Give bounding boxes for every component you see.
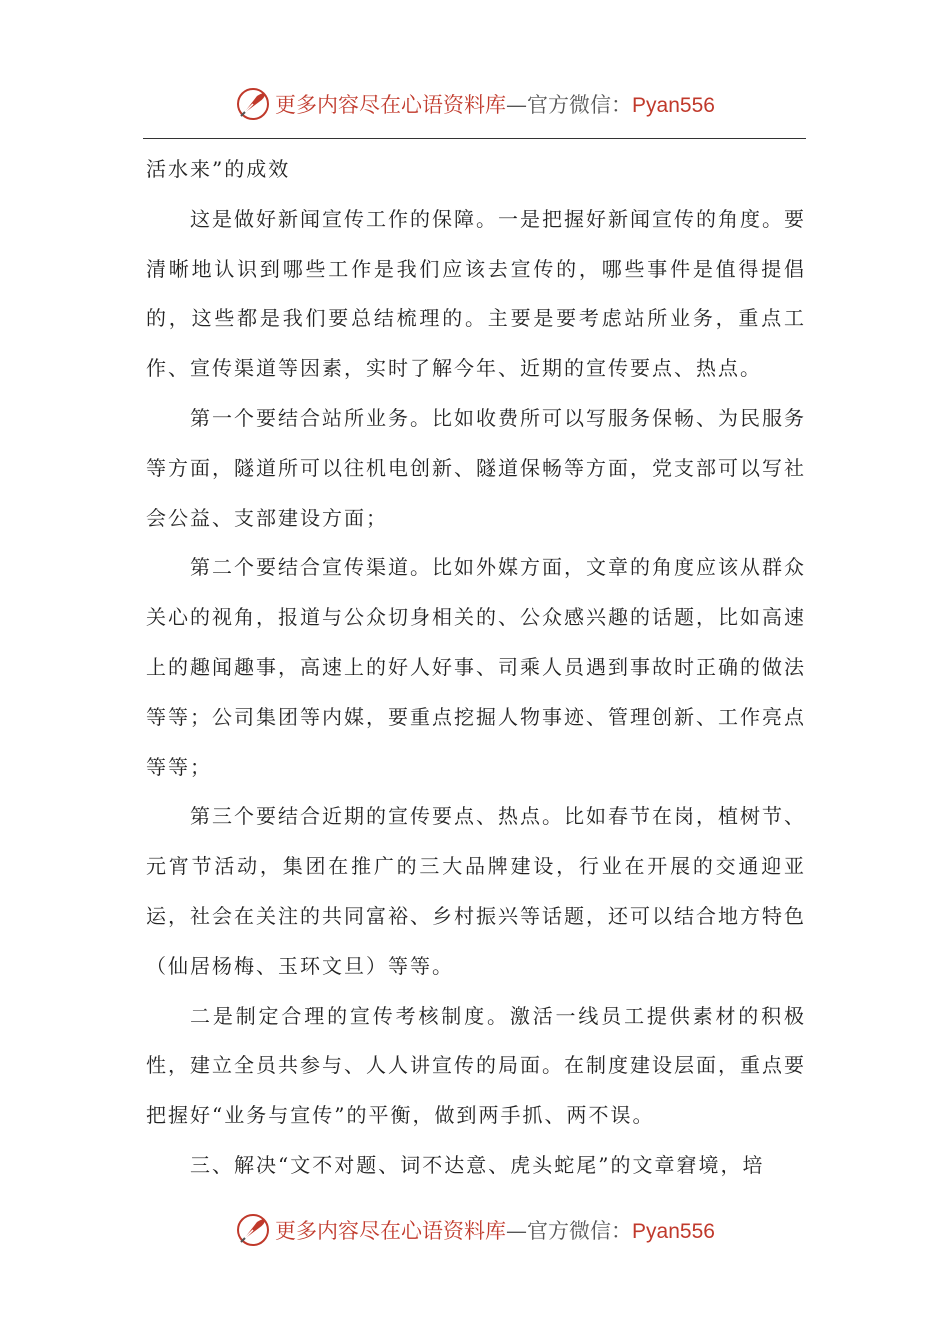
header-separator: — (506, 93, 528, 117)
header-text (275, 89, 715, 119)
header-wechat-id: Pyan556 (632, 94, 715, 117)
paragraph: 第二个要结合宣传渠道。比如外媒方面，文章的角度应该从群众关心的视角，报道与公众切身相关的、公众感兴趣的话题，比如高速上的趣闻趣事，高速上的好人好事、司乘人员遇到事故时正确的做法等等；公司集团等内媒，要重点挖掘人物事迹、管理创新、工作亮点等等； (146, 555, 806, 779)
paragraph: 二是制定合理的宣传考核制度。激活一线员工提供素材的积极性，建立全员共参与、人人讲宣传的局面。在制度建设层面，重点要把握好“业务与宣传”的平衡，做到两手抓、两不误。 (146, 1003, 806, 1128)
header-brand: 更多内容尽在心语资料库 (275, 93, 507, 117)
footer-banner (0, 1208, 950, 1252)
header-banner (0, 82, 950, 126)
document-body (146, 145, 806, 1191)
paragraph-continuation: 活水来”的成效 (146, 157, 291, 181)
quill-pen-logo-icon (235, 86, 271, 122)
paragraph: 这是做好新闻宣传工作的保障。一是把握好新闻宣传的角度。要清晰地认识到哪些工作是我们应该去宣传的，哪些事件是值得提倡的，这些都是我们要总结梳理的。主要是要考虑站所业务，重点工作、宣传渠道等因素，实时了解今年、近期的宣传要点、热点。 (146, 206, 806, 381)
paragraph: 三、解决“文不对题、词不达意、虎头蛇尾”的文章窘境，培 (190, 1152, 765, 1177)
footer-separator: — (506, 1219, 528, 1243)
quill-pen-logo-icon (235, 1212, 271, 1248)
header-wechat-label: 官方微信： (527, 93, 633, 117)
paragraph: 第一个要结合站所业务。比如收费所可以写服务保畅、为民服务等方面，隧道所可以往机电创新、隧道保畅等方面，党支部可以写社会公益、支部建设方面； (146, 405, 806, 530)
paragraph: 第三个要结合近期的宣传要点、热点。比如春节在岗，植树节、元宵节活动，集团在推广的三大品牌建设，行业在开展的交通迎亚运，社会在关注的共同富裕、乡村振兴等话题，还可以结合地方特色（仙居杨梅、玉环文旦）等等。 (146, 804, 806, 978)
footer-text (275, 1215, 715, 1245)
footer-brand: 更多内容尽在心语资料库 (275, 1219, 507, 1243)
header-divider (143, 138, 806, 139)
footer-wechat-label: 官方微信： (527, 1219, 633, 1243)
footer-wechat-id: Pyan556 (632, 1220, 715, 1243)
